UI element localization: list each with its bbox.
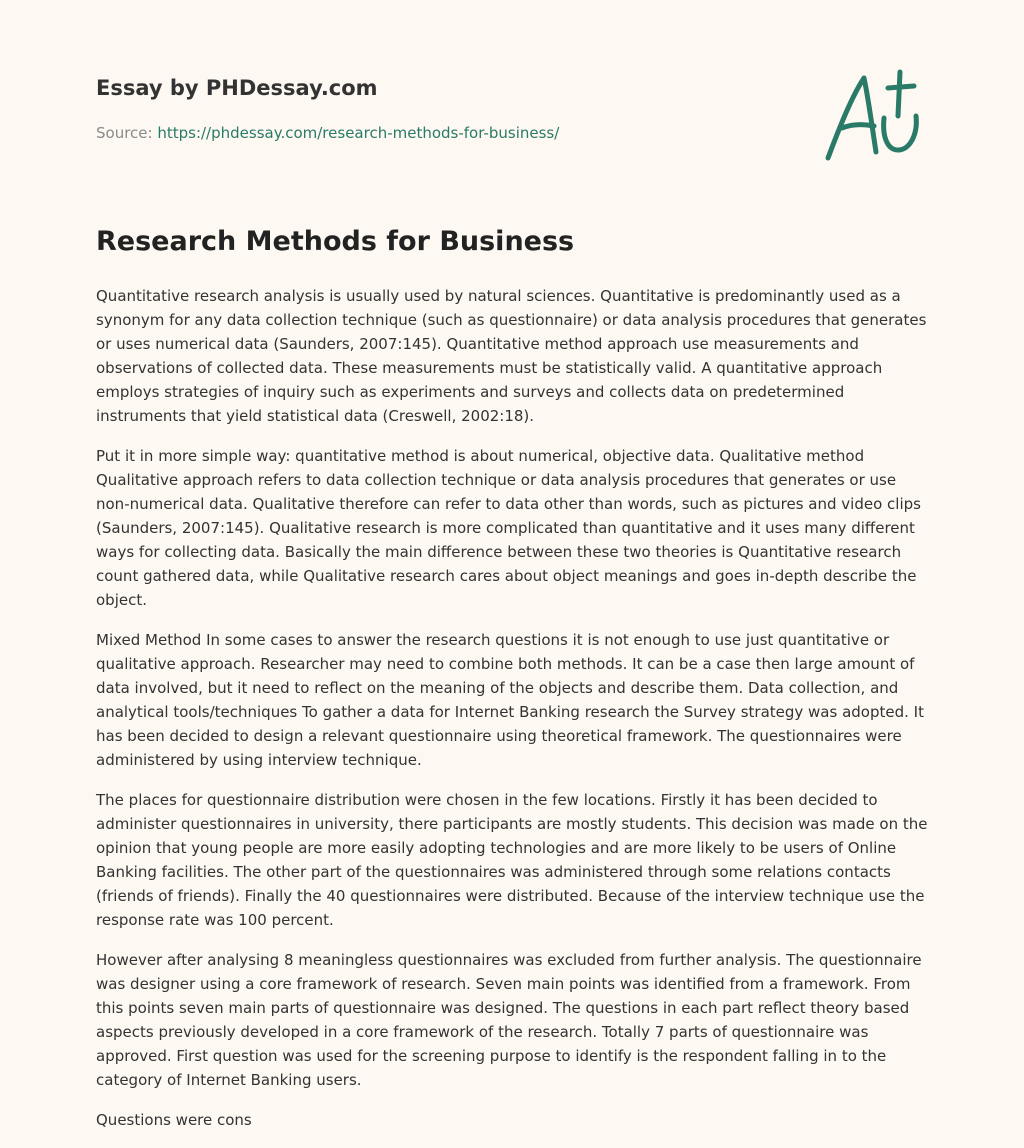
source-line: [96, 124, 559, 142]
paragraph: The places for questionnaire distribution were chosen in the few locations. Firstly it has been decided to administer questionnaires in university, there participants are mostly students. This decision was made on the opinion that young people are more easily adopting technologies and are more likely to be users of Online Banking facilities. The other part of the questionnaires was administered through some relations contacts (friends of friends). Finally the 40 questionnaires were distributed. Because of the interview technique use the response rate was 100 percent.: [96, 791, 928, 929]
paragraph: Put it in more simple way: quantitative method is about numerical, objective data. Qualitative method Qualitative approach refers to data collection technique or data analysis procedures that generates or use non-numerical data. Qualitative therefore can refer to data other than words, such as pictures and video clips (Saunders, 2007:145). Qualitative research is more complicated than quantitative and it uses many different ways for collecting data. Basically the main difference between these two theories is Quantitative research count gathered data, while Qualitative research cares about object meanings and goes in-depth describe the object.: [96, 447, 921, 609]
paragraph: However after analysing 8 meaningless questionnaires was excluded from further analysis. The questionnaire was designer using a core framework of research. Seven main points was identified from a framework. From this points seven main parts of questionnaire was designed. The questions in each part reflect theory based aspects previously developed in a core framework of the research. Totally 7 parts of questionnaire was approved. First question was used for the screening purpose to identify is the respondent falling in to the category of Internet Banking users.: [96, 951, 922, 1089]
paragraph: Mixed Method In some cases to answer the research questions it is not enough to use just quantitative or qualitative approach. Researcher may need to combine both methods. It can be a case then large amount of data involved, but it need to reflect on the meaning of the objects and describe them. Data collection, and analytical tools/techniques To gather a data for Internet Banking research the Survey strategy was adopted. It has been decided to design a relevant questionnaire using theoretical framework. The questionnaires were administered by using interview technique.: [96, 631, 924, 769]
site-brand: Essay by PHDessay.com: [96, 76, 378, 100]
essay-title: Research Methods for Business: [96, 226, 575, 257]
paragraph: Quantitative research analysis is usually used by natural sciences. Quantitative is predominantly used as a synonym for any data collection technique (such as questionnaire) or data analysis procedures that generates or uses numerical data (Saunders, 2007:145). Quantitative method approach use measurements and observations of collected data. These measurements must be statistically valid. A quantitative approach employs strategies of inquiry such as experiments and surveys and collects data on predetermined instruments that yield statistical data (Creswell, 2002:18).: [96, 287, 927, 425]
a-plus-logo-icon: [818, 66, 928, 166]
source-label: Source:: [96, 124, 158, 142]
source-link[interactable]: https://phdessay.com/research-methods-for-business/: [157, 124, 560, 142]
essay-body: [96, 284, 932, 1148]
paragraph: Questions were cons: [96, 1111, 252, 1129]
